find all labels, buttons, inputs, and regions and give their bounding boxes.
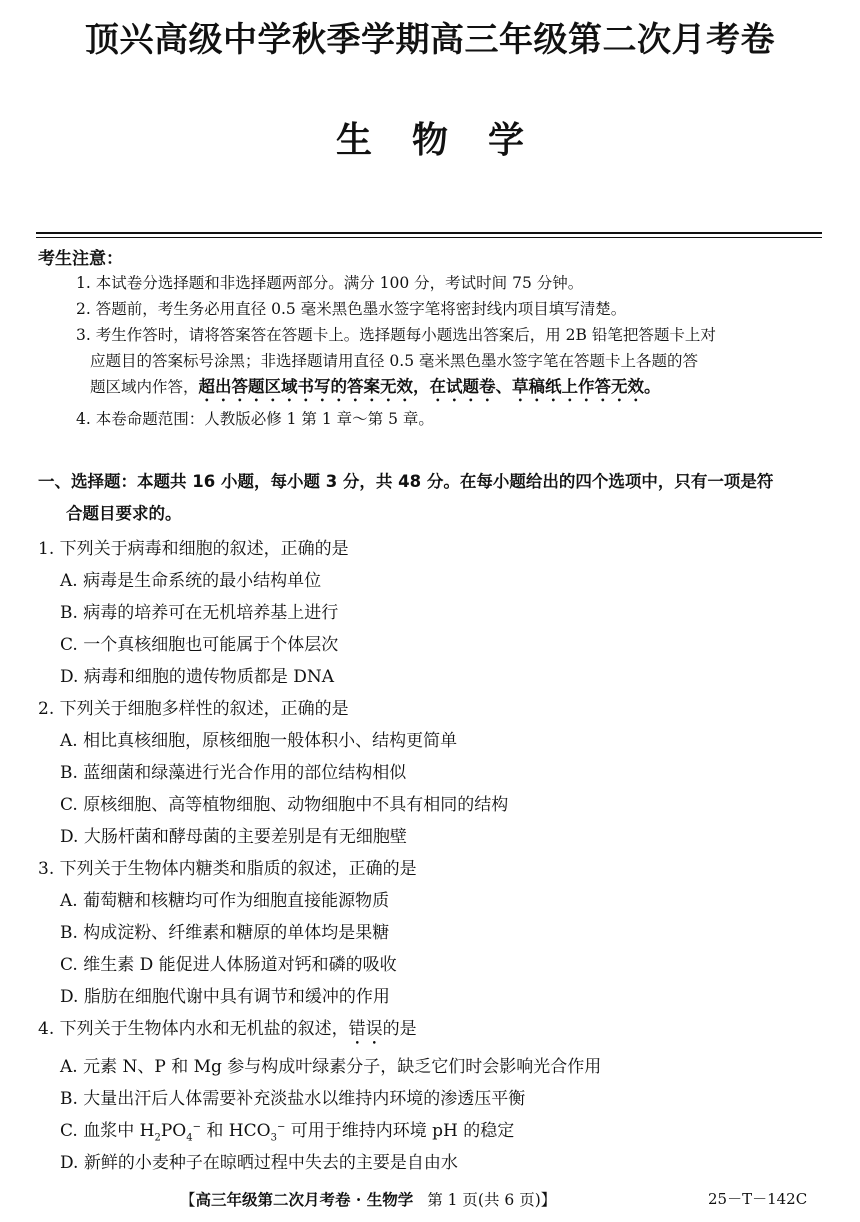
notice-item-3-tail: 题区域内作答， — [90, 378, 199, 396]
divider-thin — [36, 237, 822, 238]
option-c-part-d: 可用于维持内环境 pH 的稳定 — [285, 1121, 515, 1141]
question-4-option-d: D. 新鲜的小麦种子在晾晒过程中失去的主要是自由水 — [60, 1153, 458, 1173]
notice-item-2: 2. 答题前，考生务必用直径 0.5 毫米黑色墨水签字笔将密封线内项目填写清楚。 — [76, 300, 627, 318]
subject-title: 生物学 — [335, 119, 564, 161]
option-c-part-a: C. 血浆中 H — [60, 1121, 155, 1141]
question-1-option-b: B. 病毒的培养可在无机培养基上进行 — [60, 603, 339, 623]
question-4-stem — [38, 1014, 417, 1049]
page-footer — [180, 1188, 556, 1210]
question-3-option-b: B. 构成淀粉、纤维素和糖原的单体均是果糖 — [60, 923, 390, 943]
question-4-stem-before: 4. 下列关于生物体内水和无机盐的叙述， — [38, 1019, 349, 1039]
exam-title: 顶兴高级中学秋季学期高三年级第二次月考卷 — [85, 20, 775, 60]
notice-item-3-cont: 应题目的答案标号涂黑；非选择题请用直径 0.5 毫米黑色墨水签字笔在答题卡上各题的答 — [90, 352, 699, 370]
notice-item-1: 1. 本试卷分选择题和非选择题两部分。满分 100 分，考试时间 75 分钟。 — [76, 274, 584, 292]
footer-exam-name: 高三年级第二次月考卷 · 生物学 — [195, 1190, 414, 1209]
question-2-option-b: B. 蓝细菌和绿藻进行光合作用的部位结构相似 — [60, 763, 407, 783]
option-c-sub-3: 3 — [270, 1132, 277, 1144]
option-c-sup-2: − — [276, 1121, 286, 1133]
question-4-option-a: A. 元素 N、P 和 Mg 参与构成叶绿素分子，缺乏它们时会影响光合作用 — [60, 1057, 602, 1077]
question-1-option-d: D. 病毒和细胞的遗传物质都是 DNA — [60, 667, 335, 687]
question-4-option-b: B. 大量出汗后人体需要补充淡盐水以维持内环境的渗透压平衡 — [60, 1089, 526, 1109]
notice-item-3-cont2 — [90, 376, 661, 405]
question-3-option-c: C. 维生素 D 能促进人体肠道对钙和磷的吸收 — [60, 955, 397, 975]
option-c-sup-1: − — [192, 1121, 201, 1133]
question-2-option-c: C. 原核细胞、高等植物细胞、动物细胞中不具有相同的结构 — [60, 795, 509, 815]
question-4-option-c — [60, 1116, 514, 1143]
footer-bracket-right: 】 — [540, 1191, 557, 1209]
question-2-option-a: A. 相比真核细胞，原核细胞一般体积小、结构更简单 — [60, 731, 458, 751]
question-4-stem-emphasis: 错误 — [348, 1019, 383, 1039]
option-c-part-b: PO — [160, 1121, 187, 1141]
question-3-option-d: D. 脂肪在细胞代谢中具有调节和缓冲的作用 — [60, 987, 390, 1007]
notice-emphasis: 超出答题区域书写的答案无效，在试题卷、草稿纸上作答无效。 — [198, 377, 661, 396]
option-c-sub-1: 2 — [154, 1132, 161, 1144]
question-1-stem: 1. 下列关于病毒和细胞的叙述，正确的是 — [38, 539, 349, 559]
option-c-part-c: 和 HCO — [200, 1121, 271, 1141]
notice-heading: 考生注意： — [38, 249, 123, 269]
notice-item-4: 4. 本卷命题范围：人教版必修 1 第 1 章～第 5 章。 — [76, 410, 434, 428]
footer-page-number: 第 1 页(共 6 页) — [427, 1191, 541, 1209]
option-c-sub-2: 4 — [186, 1132, 193, 1144]
question-3-option-a: A. 葡萄糖和核糖均可作为细胞直接能源物质 — [60, 891, 390, 911]
question-4-stem-after: 的是 — [382, 1019, 417, 1039]
notice-item-3: 3. 考生作答时，请将答案答在答题卡上。选择题每小题选出答案后，用 2B 铅笔把答题卡上对 — [76, 326, 716, 344]
exam-code: 25－T－142C — [708, 1190, 808, 1208]
divider-thick — [36, 232, 822, 234]
question-3-stem: 3. 下列关于生物体内糖类和脂质的叙述，正确的是 — [38, 859, 417, 879]
section-heading: 一、选择题：本题共 16 小题，每小题 3 分，共 48 分。在每小题给出的四个选项中，只有一项是符 — [38, 472, 774, 491]
question-1-option-a: A. 病毒是生命系统的最小结构单位 — [60, 571, 322, 591]
question-1-option-c: C. 一个真核细胞也可能属于个体层次 — [60, 635, 339, 655]
footer-bracket-left: 【 — [180, 1191, 196, 1209]
section-heading-cont: 合题目要求的。 — [66, 504, 182, 523]
question-2-option-d: D. 大肠杆菌和酵母菌的主要差别是有无细胞壁 — [60, 827, 407, 847]
question-2-stem: 2. 下列关于细胞多样性的叙述，正确的是 — [38, 699, 349, 719]
